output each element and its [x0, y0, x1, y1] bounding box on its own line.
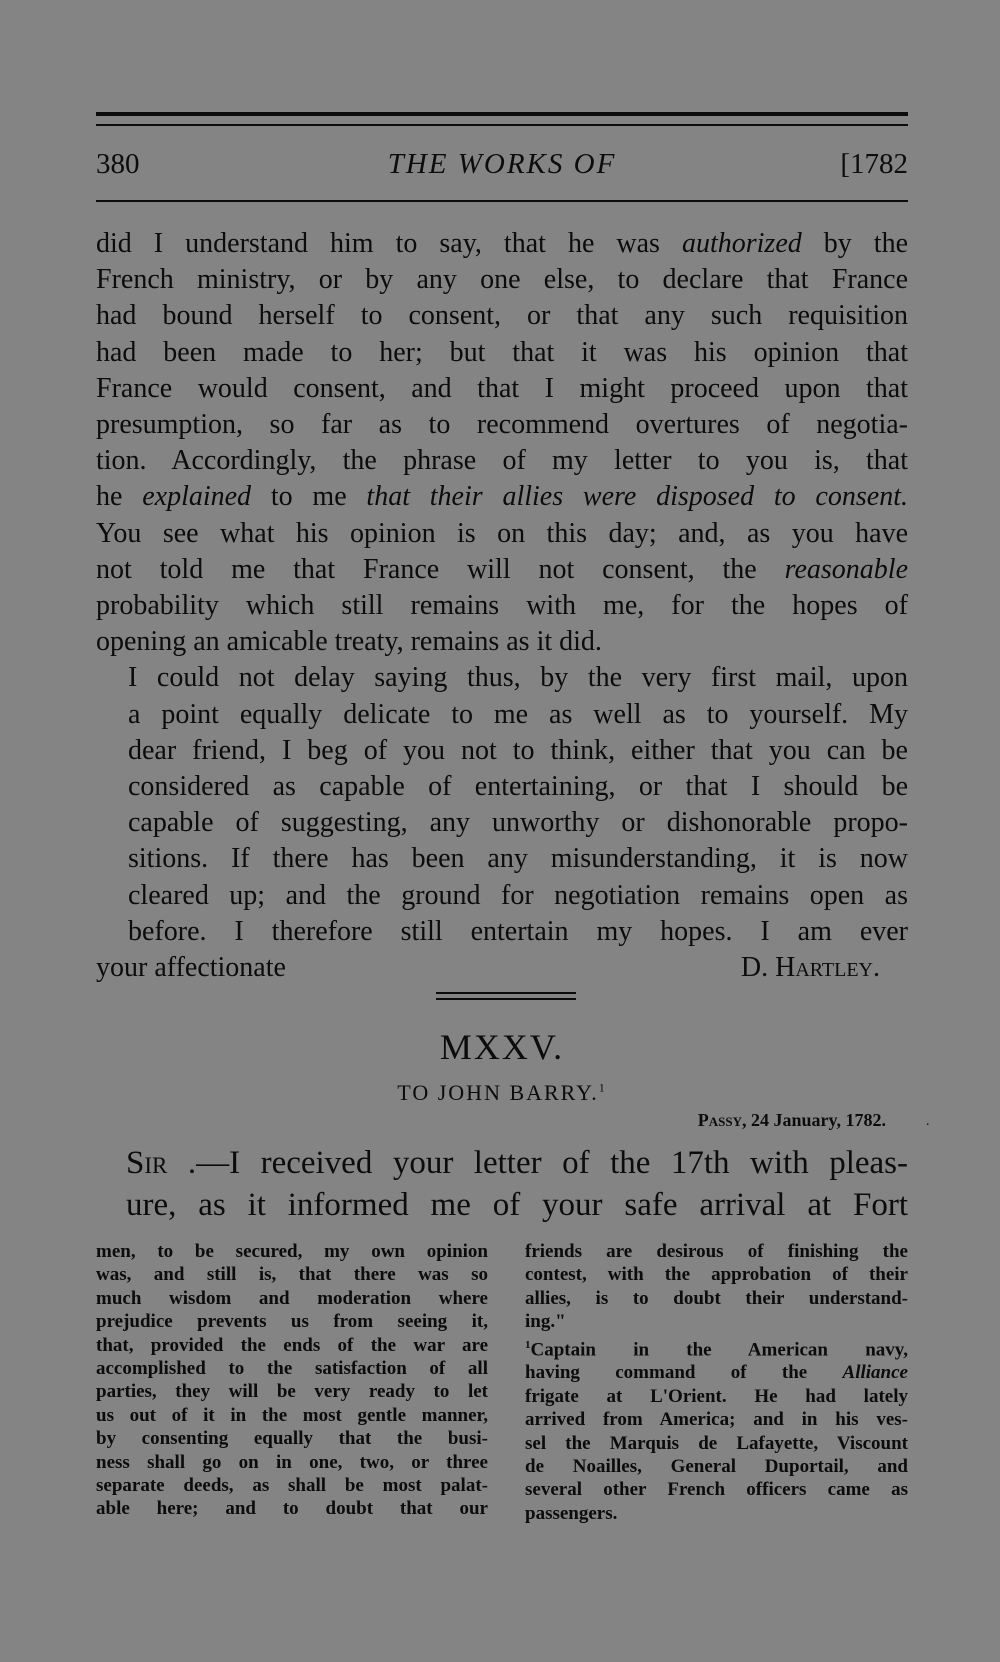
italic-text: reasonable	[784, 553, 908, 585]
footnote-line: was, and still is, that there was so	[96, 1264, 488, 1286]
footnote-line: having command of the Alliance	[525, 1362, 908, 1384]
footnote-line: accomplished to the satisfaction of all	[96, 1358, 488, 1380]
text-line: capable of suggesting, any unworthy or dishonorable propo-	[128, 807, 908, 839]
italic-text: Alliance	[842, 1362, 908, 1384]
italic-text: that their allies were disposed to consent.	[366, 481, 908, 513]
dateline-place: Passy,	[697, 1110, 747, 1130]
header-year: [1782	[840, 148, 908, 180]
text-line: tion. Accordingly, the phrase of my letter to you is, that	[96, 445, 908, 477]
footnote-number: 1	[525, 1338, 531, 1351]
top-rule-thin	[96, 124, 908, 126]
top-rule	[96, 112, 908, 116]
book-page	[96, 0, 930, 1662]
text-line: probability which still remains with me, for the hopes of	[96, 590, 908, 622]
text-line: cleared up; and the ground for negotiation remains open as	[128, 879, 908, 911]
separator-rule	[436, 992, 576, 994]
italic-text: explained	[142, 481, 252, 513]
page-number: 380	[96, 148, 140, 180]
header-rule	[96, 200, 908, 202]
footnote-line: passengers.	[525, 1502, 618, 1524]
text-line: did I understand him to say, that he was authorized by the	[96, 228, 908, 259]
text-line: sitions. If there has been any misunderstanding, it is now	[128, 843, 908, 875]
footnote-line: by consenting equally that the busi-	[96, 1428, 488, 1450]
closing-text: your affectionate	[96, 952, 286, 984]
footnote-column-right	[525, 1240, 908, 1525]
text-line: dear friend, I beg of you not to think, either that you can be	[128, 734, 908, 766]
footnote-line: de Noailles, General Duportail, and	[525, 1455, 908, 1477]
salutation: Sir	[126, 1145, 168, 1181]
footnote-line: several other French officers came as	[525, 1479, 908, 1501]
text-line: French ministry, or by any one else, to declare that France	[96, 264, 908, 296]
paragraph	[96, 660, 908, 950]
italic-text: authorized	[681, 228, 802, 259]
text-line: a point equally delicate to me as well as to yourself. My	[128, 698, 908, 730]
footnote-line: contest, with the approbation of their	[525, 1264, 908, 1286]
dateline-date: 24 January, 1782.	[750, 1110, 886, 1130]
footnote-line: able here; and to doubt that our	[96, 1498, 488, 1520]
text-line: had been made to her; but that it was his opinion that	[96, 336, 908, 368]
paragraph	[96, 226, 908, 660]
footnote-marker: 1	[598, 1080, 607, 1095]
footnote-line: us out of it in the most gentle manner,	[96, 1404, 488, 1426]
footnote-line: ing."	[525, 1311, 566, 1333]
footnote-line: separate deeds, as shall be most palat-	[96, 1475, 488, 1497]
footnote-line: sel the Marquis de Lafayette, Viscount	[525, 1432, 908, 1454]
footnote-line: ness shall go on in one, two, or three	[96, 1451, 488, 1473]
opening-line: ure, as it informed me of your safe arrival at Fort	[126, 1187, 908, 1223]
text-line: opening an amicable treaty, remains as it did.	[96, 626, 602, 658]
dateline	[698, 1110, 886, 1131]
running-title: THE WORKS OF	[387, 148, 617, 180]
signature: D. Hartley.	[740, 952, 880, 984]
footnote-line: arrived from America; and in his ves-	[525, 1409, 908, 1431]
stray-mark: .	[926, 1114, 930, 1129]
text-line: considered as capable of entertaining, or that I should be	[128, 771, 908, 803]
letter-body	[96, 226, 908, 986]
running-header	[96, 148, 908, 188]
footnote-line: much wisdom and moderation where	[96, 1287, 488, 1309]
footnote-line: $^1$Captain in the American navy,	[525, 1338, 908, 1360]
recipient-text: TO JOHN BARRY.	[397, 1080, 599, 1105]
footnote-line: frigate at L'Orient. He had lately	[525, 1385, 908, 1407]
text-line: You see what his opinion is on this day; and, as you have	[96, 517, 908, 549]
footnote-column-left	[96, 1240, 488, 1521]
text-line: I could not delay saying thus, by the very first mail, upon	[128, 662, 908, 694]
separator-rule	[436, 998, 576, 1000]
letter-opening	[126, 1142, 908, 1226]
closing-line	[96, 950, 908, 986]
text-line: had bound herself to consent, or that any such requisition	[96, 300, 908, 332]
footnote-line: prejudice prevents us from seeing it,	[96, 1311, 488, 1333]
recipient	[96, 1080, 908, 1106]
footnote-line: parties, they will be very ready to let	[96, 1381, 488, 1403]
text-line: France would consent, and that I might proceed upon that	[96, 372, 908, 404]
text-line: before. I therefore still entertain my hopes. I am ever	[128, 915, 908, 947]
footnote-line: friends are desirous of finishing the	[525, 1241, 908, 1262]
footnote-line: allies, is to doubt their understand-	[525, 1287, 908, 1309]
text-line: not told me that France will not consent, the reasonable	[96, 553, 908, 585]
letter-number: MXXV.	[439, 1027, 565, 1067]
text-line: he explained to me that their allies were disposed to consent.	[96, 481, 908, 513]
text-line: presumption, so far as to recommend overtures of negotia-	[96, 409, 908, 441]
footnote-line: men, to be secured, my own opinion	[96, 1241, 488, 1262]
footnote-line: that, provided the ends of the war are	[96, 1334, 488, 1356]
opening-line: Sir .—I received your letter of the 17th with pleas-	[126, 1145, 908, 1181]
